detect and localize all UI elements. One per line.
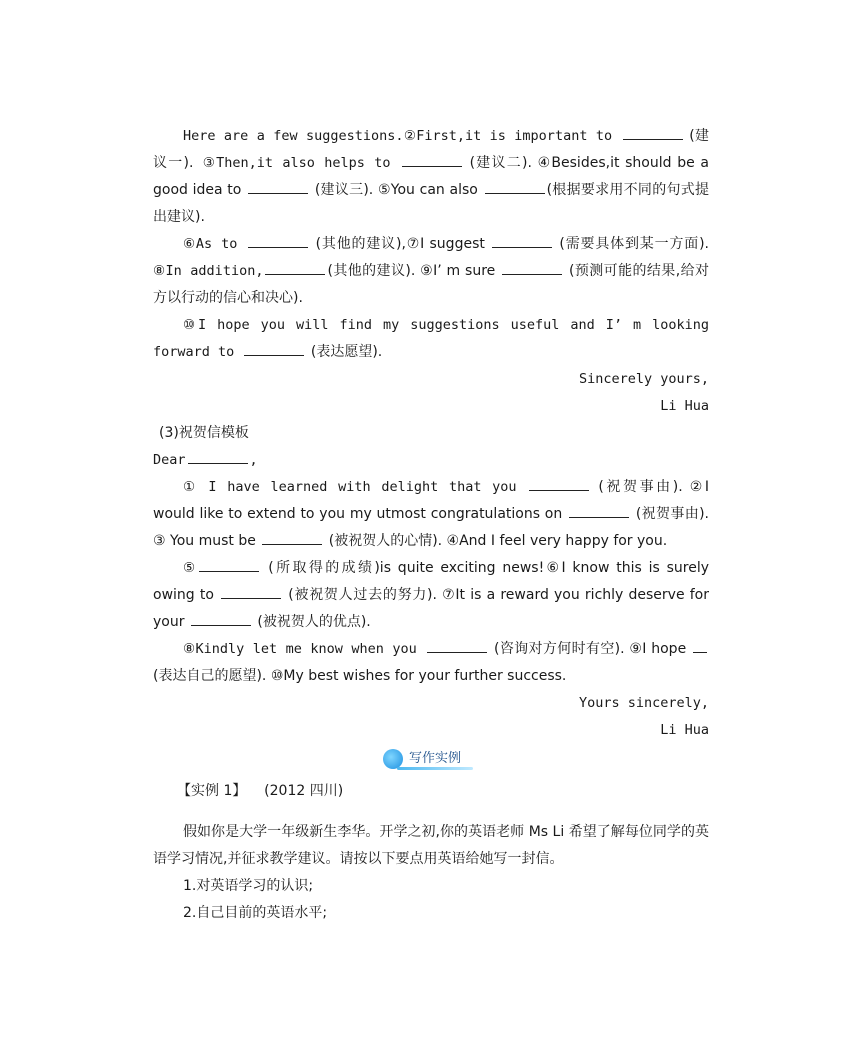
suggestion-paragraph-3	[153, 312, 709, 366]
fill-blank[interactable]	[188, 449, 248, 464]
fill-blank[interactable]	[244, 341, 304, 356]
suggestion-signature: Li Hua	[660, 398, 709, 414]
text-run: (祝贺事由). ③ You must be	[153, 506, 710, 549]
text-run: ① I have learned with delight that you	[183, 479, 528, 495]
pen-icon	[383, 749, 403, 769]
congrats-paragraph-2	[153, 555, 709, 636]
text-run: (被祝贺人的优点).	[252, 614, 371, 630]
congrats-heading: (3)祝贺信模板	[159, 425, 249, 441]
fill-blank[interactable]	[262, 530, 322, 545]
example-source: (2012 四川)	[264, 783, 344, 799]
example-title: 【实例 1】	[177, 783, 247, 799]
document-page	[153, 123, 709, 927]
text-run: (表达自己的愿望). ⑩My best wishes for your further success.	[153, 668, 567, 684]
text-run: ⑥As to	[183, 236, 247, 252]
suggestion-paragraph-2	[153, 231, 709, 312]
text-run: Dear	[153, 452, 186, 468]
congrats-salutation	[153, 447, 709, 474]
text-run: Here are a few suggestions.②First,it is important to	[183, 128, 621, 144]
text-run: (被祝贺人的心情). ④And I feel very happy for you.	[324, 533, 668, 549]
congrats-paragraph-1	[153, 474, 709, 555]
spacer	[153, 805, 709, 819]
text-run: (需要具体到某一方面).	[554, 236, 710, 252]
badge-underline	[397, 767, 473, 770]
fill-blank[interactable]	[191, 611, 251, 626]
congrats-signature: Li Hua	[660, 722, 709, 738]
congrats-paragraph-3	[153, 636, 709, 690]
fill-blank[interactable]	[248, 179, 308, 194]
fill-blank[interactable]	[199, 557, 259, 572]
fill-blank[interactable]	[265, 260, 325, 275]
fill-blank[interactable]	[402, 152, 462, 167]
text-run: ⑩I hope you will find my suggestions useful and I’ m looking forward to	[153, 317, 709, 360]
text-run: (被祝贺人过去的努力). ⑦It is a reward you richly deserve for your	[153, 587, 709, 630]
fill-blank[interactable]	[693, 638, 707, 653]
suggestion-paragraph-1	[153, 123, 709, 231]
text-run: ⑧Kindly let me know when you	[183, 641, 426, 657]
fill-blank[interactable]	[623, 125, 683, 140]
text-run: (其他的建议),⑦I suggest	[310, 236, 491, 252]
example-point-1: 1.对英语学习的认识;	[183, 878, 314, 894]
text-run: (建议一).	[153, 128, 709, 171]
text-run: ③Then,it also helps to	[202, 155, 400, 171]
text-run: ⑤	[183, 560, 198, 576]
fill-blank[interactable]	[569, 503, 629, 518]
text-run: (建议二). ④Besides,it should be a good idea to	[153, 155, 709, 198]
fill-blank[interactable]	[427, 638, 487, 653]
suggestion-closing: Sincerely yours,	[578, 371, 709, 387]
text-run: (根据要求用不同的句式提出建议).	[153, 182, 709, 225]
text-run: (预测可能的结果,给对方以行动的信心和决心).	[153, 263, 709, 306]
example-prompt: 假如你是大学一年级新生李华。开学之初,你的英语老师 Ms Li 希望了解每位同学的英语学习情况,并征求教学建议。请按以下要点用英语给她写一封信。	[153, 824, 709, 867]
fill-blank[interactable]	[248, 233, 308, 248]
fill-blank[interactable]	[492, 233, 552, 248]
text-run: (建议三). ⑤You can also	[310, 182, 483, 198]
text-run: (其他的建议). ⑨I’ m sure	[327, 263, 501, 279]
section-badge-label: 写作实例	[409, 751, 462, 766]
text-run: (所取得的成绩)is quite exciting news!⑥I know this is surely owing to	[153, 560, 709, 603]
text-run: ,	[249, 452, 258, 468]
fill-blank[interactable]	[485, 179, 545, 194]
fill-blank[interactable]	[529, 476, 589, 491]
text-run: ⑧In addition,	[153, 263, 264, 279]
example-title-row	[177, 778, 709, 805]
section-badge-row	[153, 744, 709, 778]
fill-blank[interactable]	[221, 584, 281, 599]
section-badge	[383, 746, 475, 772]
text-run: (表达愿望).	[306, 344, 383, 360]
congrats-closing: Yours sincerely,	[578, 695, 709, 711]
text-run: (咨询对方何时有空). ⑨I hope	[489, 641, 691, 657]
example-point-2: 2.自己目前的英语水平;	[183, 905, 328, 921]
fill-blank[interactable]	[502, 260, 562, 275]
text-run: (祝贺事由). ②I would like to extend to you my utmost congratulations on	[153, 479, 709, 522]
